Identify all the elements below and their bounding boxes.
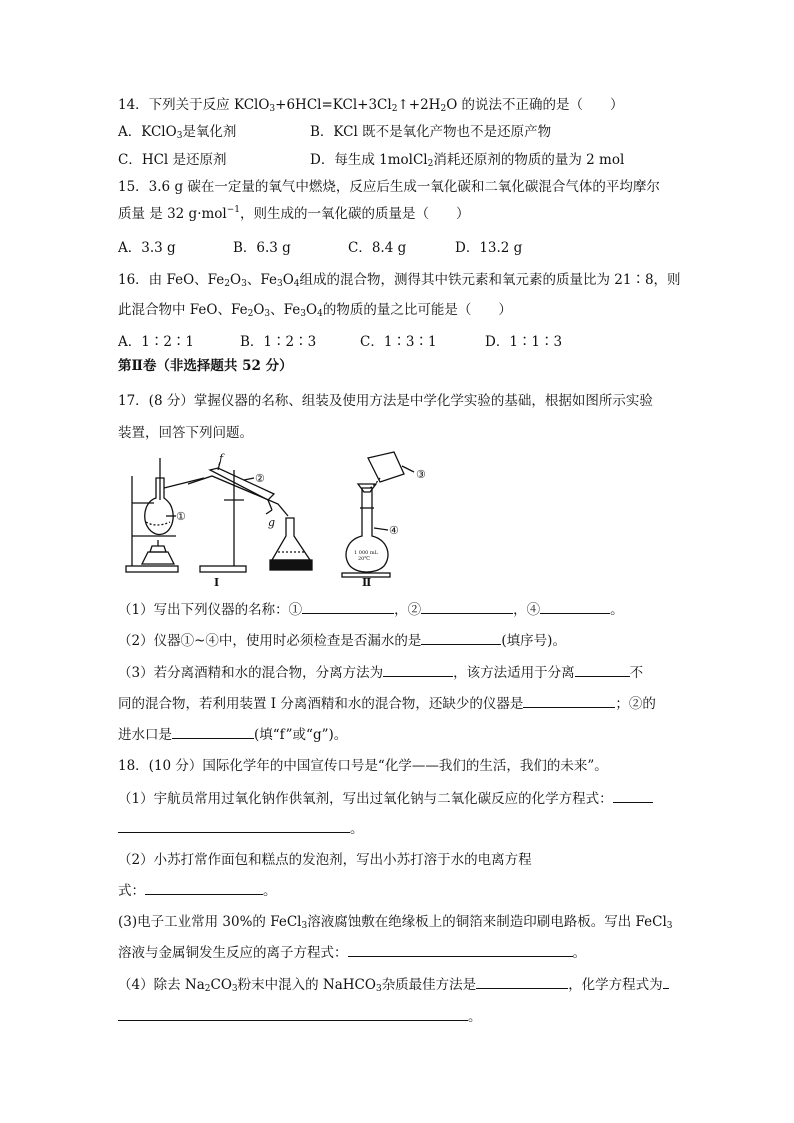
q15-option-a: A．3.3 g — [118, 240, 176, 256]
q18-line-1: 18．(10 分）国际化学年的中国宣传口号是“化学——我们的生活，我们的未来”。 — [118, 758, 608, 774]
answer-blank-eq-1a[interactable] — [613, 788, 653, 803]
label-apparatus-II: Ⅱ — [362, 576, 372, 588]
q14-option-a: A．KClO$_3$是氧化剂 — [118, 124, 237, 141]
label-g: g — [268, 516, 276, 529]
q16-option-a: A．1∶2∶1 — [118, 334, 195, 350]
q16-option-d: D．1∶1∶3 — [485, 334, 563, 350]
q17-line-2: 装置，回答下列问题。 — [118, 425, 253, 441]
receiver-stand — [270, 560, 312, 570]
q18-part-1-line-2: 。 — [118, 818, 364, 839]
answer-blank-property[interactable] — [575, 662, 630, 677]
receiver-flask — [272, 518, 310, 560]
q18-part-2-line-2: 式： 。 — [118, 880, 277, 901]
q17-line-1: 17．(8 分）掌握仪器的名称、组装及使用方法是中学化学实验的基础，根据如图所示实验 — [118, 393, 653, 409]
answer-blank-1[interactable] — [302, 599, 394, 614]
apparatus-figure — [118, 448, 448, 588]
label-3: ③ — [416, 468, 426, 481]
q15-option-b: B．6.3 g — [233, 240, 291, 256]
label-apparatus-I: I — [214, 576, 220, 588]
q15-option-c: C．8.4 g — [348, 240, 407, 256]
condenser-inner — [188, 476, 288, 516]
label-4: ④ — [389, 524, 399, 537]
stand-base-1 — [126, 566, 178, 572]
answer-blank-eq-4a[interactable] — [663, 974, 669, 989]
answer-blank-2[interactable] — [421, 599, 513, 614]
q14-option-d: D．每生成 1molCl$_2$消耗还原剂的物质的量为 2 mol — [310, 152, 625, 169]
q18-part-2-line-1: （2）小苏打常作面包和糕点的发泡剂，写出小苏打溶于水的电离方程 — [118, 852, 532, 868]
q17-part-3-line-2: 同的混合物，若利用装置 I 分离酒精和水的混合物，还缺少的仪器是 ；②的 — [118, 693, 656, 714]
answer-blank-4[interactable] — [540, 599, 610, 614]
answer-blank-ionization[interactable] — [145, 880, 263, 895]
beaker — [368, 452, 404, 482]
flask-temperature: 20℃ — [358, 556, 370, 562]
answer-blank-method[interactable] — [383, 662, 453, 677]
section-2-heading: 第Ⅱ卷（非选择题共 52 分） — [118, 358, 293, 374]
alcohol-lamp — [142, 552, 174, 564]
answer-blank-eq-4b[interactable] — [118, 1006, 468, 1021]
answer-blank-inlet[interactable] — [172, 724, 254, 739]
q16-line-2: 此混合物中 FeO、$Fe_2O_3$、$Fe_3O_4$的物质的量之比可能是（ ） — [118, 302, 512, 319]
q18-part-3-line-2: 溶液与金属铜发生反应的离子方程式： 。 — [118, 942, 586, 963]
q14-option-b: B．KCl 既不是氧化产物也不是还原产物 — [310, 124, 552, 140]
answer-blank-eq-1b[interactable] — [118, 818, 350, 833]
q17-part-1: （1）写出下列仪器的名称：① ，② ，④ 。 — [118, 599, 624, 620]
q17-part-3-line-1: （3）若分离酒精和水的混合物，分离方法为 ，该方法适用于分离 不 — [118, 662, 643, 683]
q14-stem: 14．下列关于反应 $KClO_3+6HCl=KCl+3Cl_2↑+2H_2O$ 的说法不正确的是（ ） — [118, 97, 624, 114]
answer-blank-leak[interactable] — [421, 630, 501, 645]
flask-capacity: 1 000 mL — [354, 550, 378, 556]
label-1: ① — [176, 510, 186, 523]
label-f: f — [219, 452, 224, 465]
q15-line-1: 15．3.6 g 碳在一定量的氧气中燃烧，反应后生成一氧化碳和二氧化碳混合气体的平均摩尔 — [118, 179, 660, 195]
q16-option-b: B．1∶2∶3 — [240, 334, 317, 350]
q18-part-3-line-1: (3)电子工业常用 30%的 FeCl$_3$溶液腐蚀敷在绝缘板上的铜箔来制造印刷电路板。写出 FeCl$_3$ — [118, 914, 673, 931]
q14-option-c: C．HCl 是还原剂 — [118, 152, 227, 168]
answer-blank-ionic-eq[interactable] — [348, 942, 573, 957]
answer-blank-missing-instrument[interactable] — [523, 693, 615, 708]
q16-line-1: 16．由 FeO、$Fe_2O_3$、$Fe_3O_4$组成的混合物，测得其中铁元素和氧元素的质量比为 21∶8，则 — [118, 272, 681, 289]
q17-part-2: （2）仪器①~④中，使用时必须检查是否漏水的是 (填序号)。 — [118, 630, 566, 651]
q18-part-4-line-1: （4）除去 $Na_2CO_3$粉末中混入的 NaHCO$_3$杂质最佳方法是 ，化学方程式为 — [118, 974, 669, 995]
q17-part-3-line-3: 进水口是 (填“f”或“g”)。 — [118, 724, 347, 745]
q15-line-2: 质量 是 32 g·mol$^{-1}$，则生成的一氧化碳的质量是（ ） — [118, 205, 470, 222]
q15-option-d: D．13.2 g — [455, 240, 523, 256]
answer-blank-best-method[interactable] — [476, 974, 568, 989]
stand-base-2 — [200, 566, 246, 572]
q16-option-c: C．1∶3∶1 — [360, 334, 437, 350]
q18-part-1-line-1: （1）宇航员常用过氧化钠作供氧剂，写出过氧化钠与二氧化碳反应的化学方程式： — [118, 788, 653, 809]
label-2: ② — [255, 472, 265, 485]
q18-part-4-line-2: 。 — [118, 1006, 482, 1027]
